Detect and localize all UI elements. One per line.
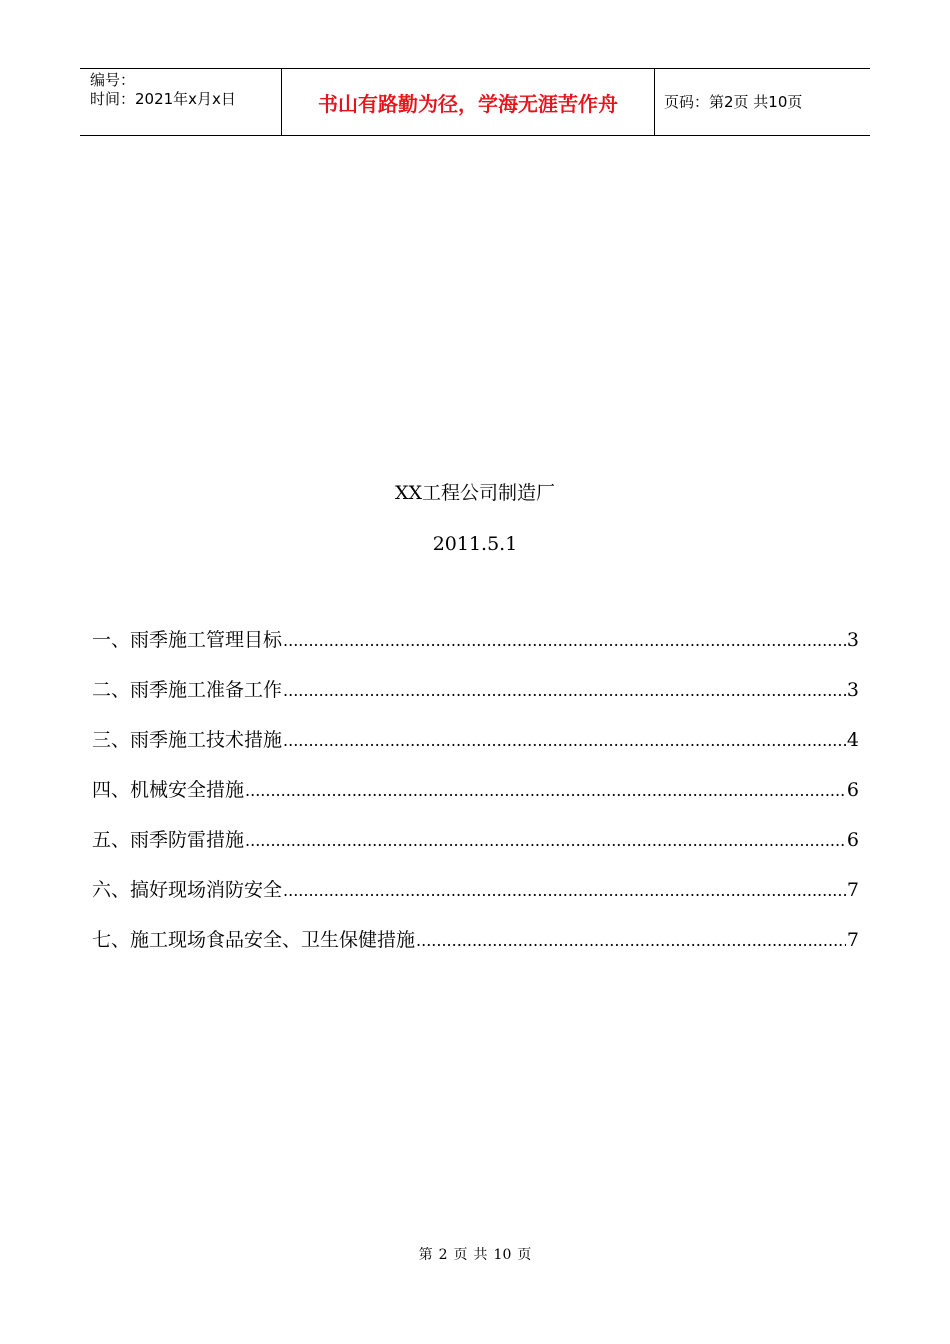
toc-entry[interactable] — [92, 626, 859, 676]
toc-entry-page: 3 — [846, 679, 859, 701]
header-motto: 书山有路勤为径，学海无涯苦作舟 — [318, 92, 618, 116]
toc-entry[interactable] — [92, 676, 859, 726]
toc-entry-page: 3 — [846, 629, 859, 651]
toc-leader-dots — [245, 777, 846, 805]
footer-total-pages: 10 — [493, 1247, 512, 1263]
toc-entry[interactable] — [92, 726, 859, 776]
footer-suffix: 页 — [517, 1247, 532, 1263]
toc-leader-dots — [283, 727, 846, 755]
footer-total-prefix: 共 — [473, 1247, 488, 1263]
toc-entry-page: 4 — [846, 729, 859, 751]
footer-page-word: 页 — [453, 1247, 468, 1263]
header-bottom-border — [80, 135, 870, 136]
company-name: XX工程公司制造厂 — [394, 482, 556, 504]
footer-prefix: 第 — [418, 1247, 433, 1263]
document-date: 2011.5.1 — [432, 533, 518, 555]
toc-entry[interactable] — [92, 826, 859, 876]
toc-entry-title: 二、雨季施工准备工作 — [92, 679, 283, 701]
toc-entry[interactable] — [92, 776, 859, 826]
toc-leader-dots — [283, 877, 846, 905]
toc-entry-title: 四、机械安全措施 — [92, 779, 245, 801]
toc-leader-dots — [416, 927, 846, 955]
toc-entry[interactable] — [92, 876, 859, 926]
header-page-info: 页码：第2页 共10页 — [664, 93, 803, 111]
toc-entry-page: 6 — [846, 779, 859, 801]
toc-entry-title: 五、雨季防雷措施 — [92, 829, 245, 851]
toc-entry[interactable] — [92, 926, 859, 976]
toc-entry-title: 七、施工现场食品安全、卫生保健措施 — [92, 929, 416, 951]
document-time-label: 时间：2021年x月x日 — [90, 90, 236, 108]
document-number-label: 编号： — [90, 71, 136, 89]
toc-entry-page: 6 — [846, 829, 859, 851]
header-top-border — [80, 68, 870, 69]
toc-entry-title: 三、雨季施工技术措施 — [92, 729, 283, 751]
page-footer — [0, 1246, 950, 1264]
toc-entry-page: 7 — [846, 879, 859, 901]
toc-entry-page: 7 — [846, 929, 859, 951]
toc-entry-title: 一、雨季施工管理目标 — [92, 629, 283, 651]
toc-leader-dots — [283, 677, 846, 705]
toc-leader-dots — [245, 827, 846, 855]
header-divider-right — [654, 68, 655, 136]
toc-entry-title: 六、搞好现场消防安全 — [92, 879, 283, 901]
footer-current-page: 2 — [438, 1247, 448, 1263]
table-of-contents — [92, 626, 859, 976]
toc-leader-dots — [283, 627, 846, 655]
